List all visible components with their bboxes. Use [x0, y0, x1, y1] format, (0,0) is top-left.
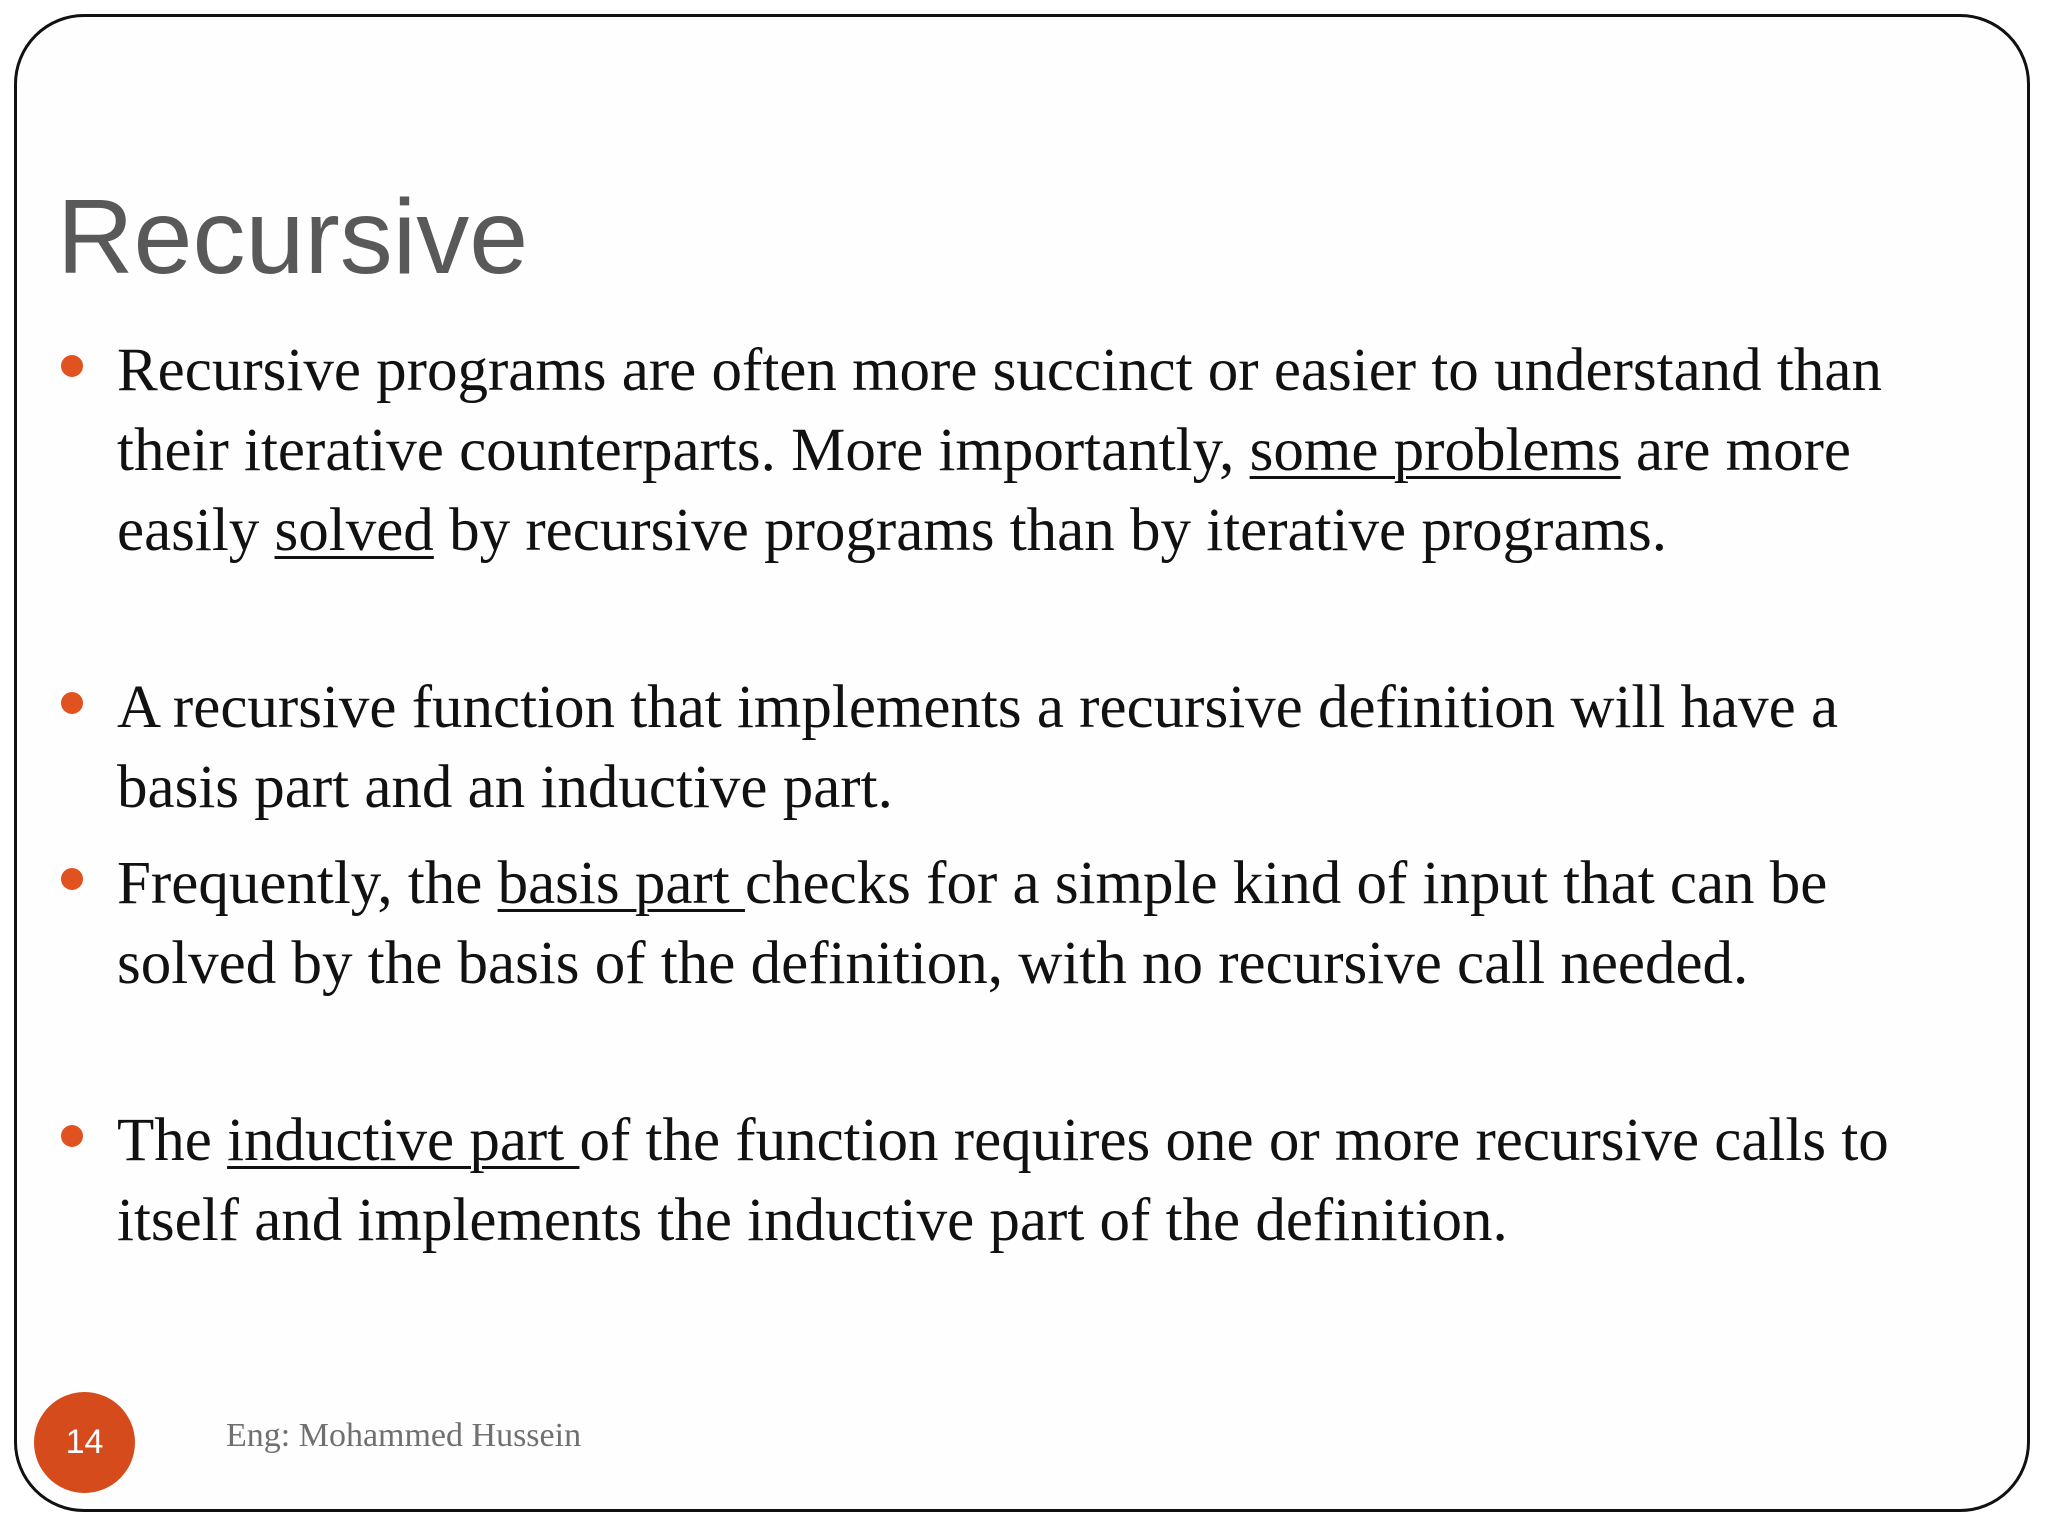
slide-title: Recursive — [57, 178, 529, 296]
bullet-text: The — [117, 1107, 228, 1174]
bullet-text: Recursive programs are often more succinct or easier to understand than their iterative counterparts. More importantly, — [117, 337, 1882, 484]
author-footer: Eng: Mohammed Hussein — [226, 1417, 582, 1454]
underlined-text: inductive part — [227, 1107, 580, 1174]
bullet-item — [117, 844, 1947, 1004]
underlined-text: solved — [274, 497, 434, 564]
bullet-item — [117, 668, 1947, 828]
bullet-icon — [61, 868, 83, 890]
bullet-text: by recursive programs than by iterative programs. — [433, 497, 1667, 564]
bullet-icon — [61, 1125, 83, 1147]
page-number-badge: 14 — [34, 1392, 135, 1493]
bullet-item — [117, 331, 1947, 571]
bullet-text: Frequently, the — [117, 850, 498, 917]
bullet-icon — [61, 355, 83, 377]
underlined-text: some problems — [1249, 417, 1621, 484]
underlined-text: basis part — [497, 850, 745, 917]
bullet-icon — [61, 692, 83, 714]
bullet-item — [117, 1101, 1947, 1261]
bullet-text: checks for a simple kind of input that can be solved by the basis of the definition, with no recursive call needed. — [117, 850, 1828, 997]
bullet-text: A recursive function that implements a recursive definition will have a basis part and an inductive part. — [117, 674, 1839, 821]
bullet-text: are more easily — [117, 417, 1851, 564]
bullet-text: of the function requires one or more recursive calls to itself and implements the inductive part of the definition. — [117, 1107, 1889, 1254]
